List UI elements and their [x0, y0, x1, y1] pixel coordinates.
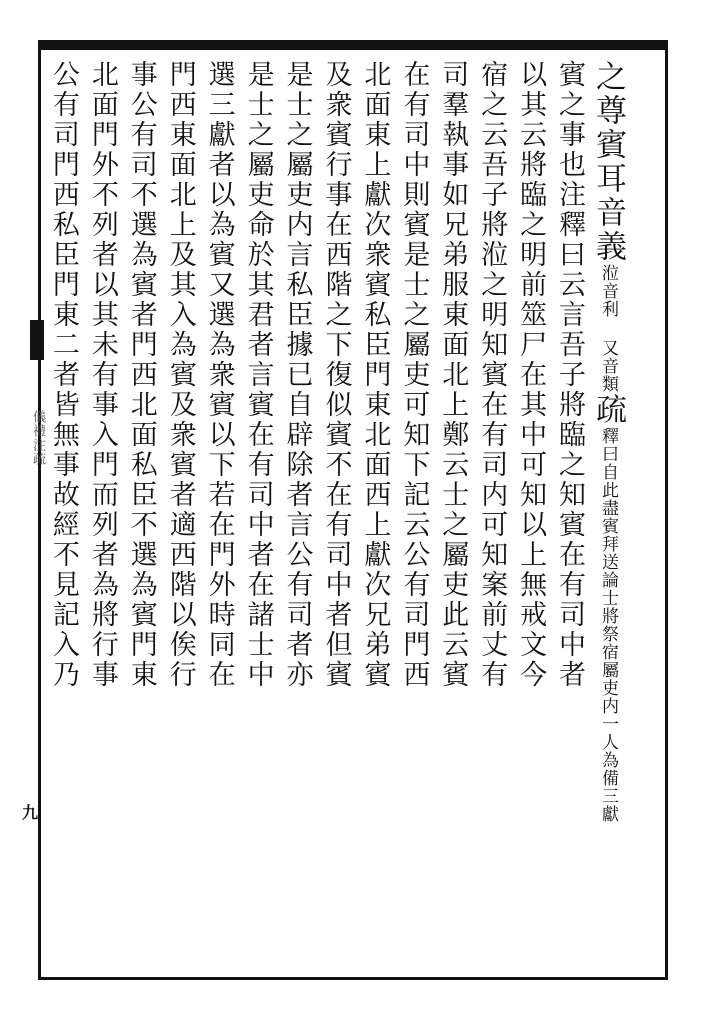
- text-column-8: 及衆賓行事在西階之下復似賓不在有司中者但賓: [320, 60, 352, 690]
- column-1-tail: 疏: [589, 393, 626, 427]
- page-number: 九: [22, 803, 39, 822]
- text-column-13: 事公有司不選為賓者門西北面私臣不選為賓門東: [125, 60, 157, 690]
- text-column-15: 公有司門西私臣門東二者皆無事故經不見記入乃: [47, 60, 79, 690]
- text-column-11: 選三獻者以為賓又選為衆賓以下若在門外時同在: [203, 60, 235, 690]
- column-1-note: 涖音利 又音類: [597, 264, 618, 393]
- text-column-6: 在有司中則賓是士之屬吏可知下記云公有司門西: [398, 60, 430, 690]
- text-column-12: 門西東面北上及其入為賓及衆賓者適西階以俟行: [164, 60, 196, 690]
- text-column-10: 是士之屬吏命於其君者言賓在有司中者在諸士中: [242, 60, 274, 690]
- margin-side-text: 儀禮注疏: [30, 410, 45, 466]
- text-column-14: 北面門外不列者以其未有事入門而列者為將行事: [86, 60, 118, 690]
- margin-black-mark: [30, 320, 44, 360]
- top-border: [38, 40, 668, 50]
- text-column-3: 以其云將臨之明前筮尸在其中可知以上無戒文今: [515, 60, 547, 690]
- text-column-5: 司羣執事如兄弟服東面北上鄭云士之屬吏此云賓: [437, 60, 469, 690]
- text-column-9: 是士之屬吏内言私臣據已自辟除者言公有司者亦: [281, 60, 313, 690]
- column-1-main: 之尊賓耳音義: [589, 60, 626, 264]
- column-1-rest: 釋曰自此盡賓拜送論士將祭宿屬吏内一人為備三獻: [597, 427, 618, 823]
- text-column-2: 賓之事也注釋曰云言吾子將臨之知賓在有司中者: [554, 60, 586, 690]
- text-column-4: 宿之云吾子將涖之明知賓在有司内可知案前丈有: [476, 60, 508, 690]
- text-column-7: 北面東上獻次衆賓私臣門東北面西上獻次兄弟賓: [359, 60, 391, 690]
- text-column-1: [589, 60, 626, 975]
